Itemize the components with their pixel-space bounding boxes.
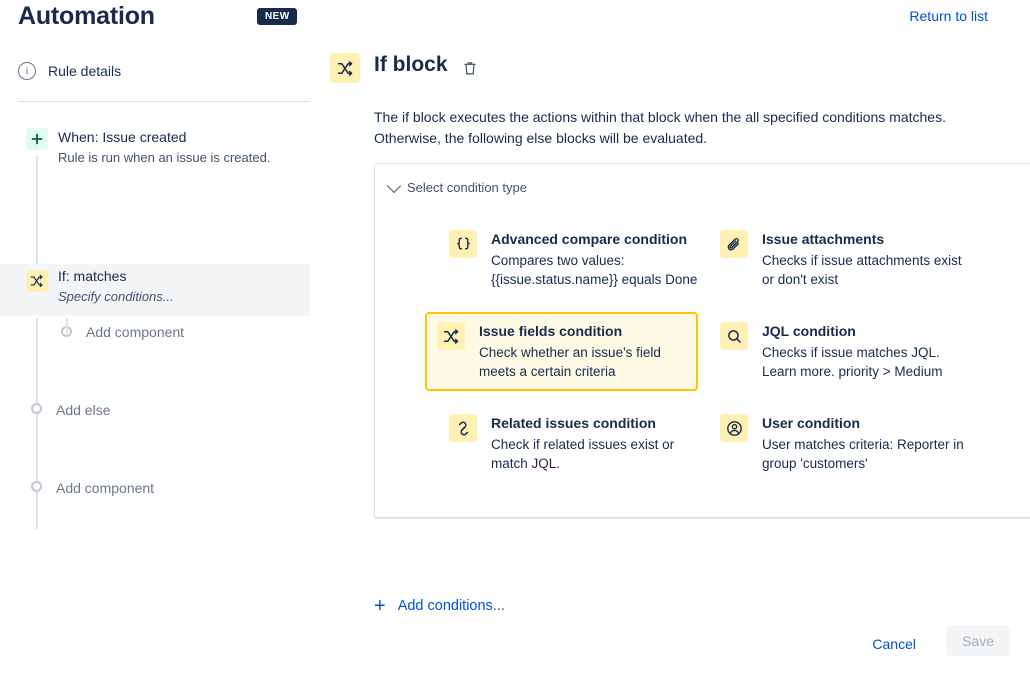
return-to-list-link[interactable]: Return to list bbox=[909, 8, 988, 24]
option-user-condition[interactable] bbox=[708, 404, 983, 483]
add-conditions-label: Add conditions... bbox=[397, 598, 505, 614]
option-issue-attachments[interactable] bbox=[708, 220, 983, 299]
node-when-subtitle: Rule is run when an issue is created. bbox=[58, 150, 271, 165]
page-title: Automation bbox=[18, 2, 155, 30]
select-condition-type-toggle[interactable] bbox=[389, 180, 527, 195]
add-component-inner-label[interactable]: Add component bbox=[86, 324, 185, 340]
shuffle-icon bbox=[26, 270, 48, 292]
option-title: JQL condition bbox=[762, 323, 856, 339]
connector-line-4 bbox=[36, 461, 38, 529]
option-title: User condition bbox=[762, 415, 861, 431]
option-title: Issue fields condition bbox=[479, 323, 623, 339]
option-title: Issue attachments bbox=[762, 231, 885, 247]
block-description: The if block executes the actions within that block when the all specified conditions matches. Otherwise, the following else blocks will be evaluated. bbox=[374, 109, 946, 146]
sidebar-divider bbox=[18, 101, 310, 102]
add-else-label[interactable]: Add else bbox=[56, 402, 111, 418]
info-icon: i bbox=[18, 62, 36, 80]
paperclip-icon bbox=[720, 230, 748, 258]
delete-icon[interactable] bbox=[463, 61, 477, 76]
cancel-button[interactable]: Cancel bbox=[872, 636, 916, 652]
block-title: If block bbox=[374, 53, 448, 76]
option-title: Advanced compare condition bbox=[491, 231, 688, 247]
option-title: Related issues condition bbox=[491, 415, 656, 431]
option-advanced-compare-condition[interactable] bbox=[437, 220, 712, 299]
add-component-outer-dot[interactable] bbox=[31, 481, 42, 492]
option-jql-condition[interactable] bbox=[708, 312, 983, 391]
option-description: Compares two values: {{issue.status.name}} equals Done bbox=[491, 253, 698, 287]
page-header bbox=[0, 0, 1030, 40]
shuffle-icon bbox=[437, 322, 465, 350]
option-description: Checks if issue attachments exist or don't exist bbox=[762, 253, 962, 287]
add-component-outer-label[interactable]: Add component bbox=[56, 480, 155, 496]
plus-icon bbox=[26, 128, 48, 150]
if-block-icon bbox=[330, 53, 360, 83]
rule-details-label: Rule details bbox=[48, 63, 122, 79]
option-description: Check if related issues exist or match JQL. bbox=[491, 437, 675, 471]
option-related-issues-condition[interactable] bbox=[437, 404, 712, 483]
form-footer bbox=[330, 616, 1030, 676]
link-icon bbox=[449, 414, 477, 442]
braces-icon bbox=[449, 230, 477, 258]
option-issue-fields-condition[interactable] bbox=[425, 312, 698, 391]
chevron-down-icon bbox=[387, 178, 401, 192]
sidebar-item-rule-details[interactable] bbox=[18, 62, 121, 80]
new-badge: NEW bbox=[257, 8, 297, 25]
node-if-subtitle: Specify conditions... bbox=[58, 289, 174, 304]
sidebar-node-when[interactable] bbox=[0, 128, 310, 167]
plus-icon: + bbox=[374, 595, 386, 617]
connector-line-1 bbox=[36, 156, 38, 276]
node-if-title: If: matches bbox=[58, 268, 127, 284]
save-button[interactable]: Save bbox=[946, 626, 1010, 656]
rule-sidebar bbox=[0, 46, 320, 700]
magnifier-icon bbox=[720, 322, 748, 350]
option-description: User matches criteria: Reporter in group 'customers' bbox=[762, 437, 964, 471]
main-panel bbox=[330, 46, 1030, 652]
add-else-dot[interactable] bbox=[31, 403, 42, 414]
select-condition-type-label: Select condition type bbox=[407, 180, 527, 195]
node-when-title: When: Issue created bbox=[58, 129, 187, 145]
condition-type-card bbox=[374, 163, 1030, 518]
connector-line-inner bbox=[66, 318, 68, 334]
sidebar-node-if[interactable] bbox=[0, 264, 310, 316]
option-description: Checks if issue matches JQL. Learn more. priority > Medium bbox=[762, 345, 943, 379]
user-icon bbox=[720, 414, 748, 442]
option-description: Check whether an issue's field meets a certain criteria bbox=[479, 345, 661, 379]
block-header bbox=[330, 46, 1030, 86]
add-conditions-button[interactable] bbox=[374, 595, 505, 617]
